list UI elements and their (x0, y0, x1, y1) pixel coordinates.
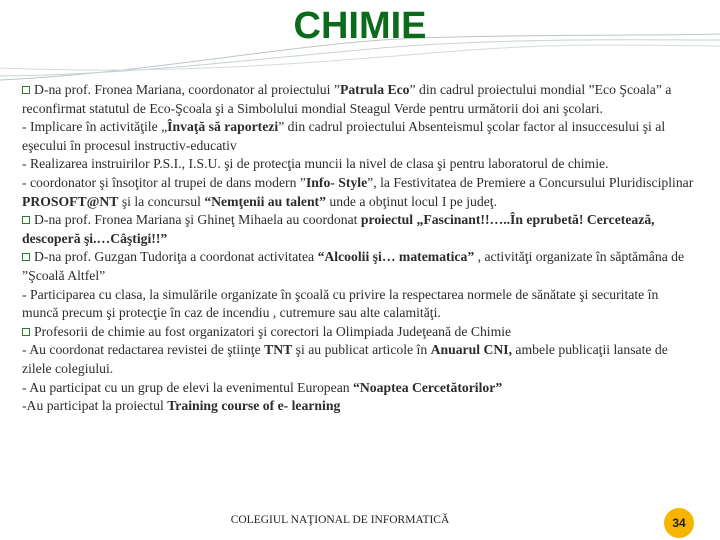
dash-paragraph (22, 286, 694, 323)
bold-text-run: PROSOFT@NT (22, 193, 119, 209)
bullet-paragraph (22, 81, 694, 118)
bullet-paragraph (22, 323, 694, 342)
text-run: unde a obţinut locul I pe judeţ. (325, 193, 498, 209)
slide-title: CHIMIE (293, 5, 427, 47)
page-number-badge: 34 (664, 508, 694, 538)
dash-paragraph (22, 397, 694, 416)
footer-institution: COLEGIUL NAŢIONAL DE INFORMATICĂ (230, 514, 450, 526)
bold-text-run: “Nemţenii au talent” (204, 193, 326, 209)
dash-paragraph (22, 155, 694, 174)
text-run: - Participarea cu clasa, la simulările organizate în şcoală cu privire la respectarea normele de sănătate şi securitate în muncă precum şi protecţie în caz de incendiu , cutremure sau alte calamităţi. (22, 286, 659, 321)
text-run: - Au coordonat redactarea revistei de ştiinţe (22, 342, 265, 358)
checkbox-bullet-icon (22, 253, 30, 261)
text-run: şi la concursul (118, 193, 205, 209)
slide-body (22, 81, 694, 416)
dash-paragraph (22, 118, 694, 155)
bullet-paragraph (22, 248, 694, 285)
bold-text-run: Învaţă să raportezi (167, 119, 279, 135)
bold-text-run: “Alcoolii şi… matematica” (317, 249, 475, 265)
text-run: , activităţi organizate în săptămâna de ”Şcoală Altfel” (22, 249, 685, 283)
bold-text-run: Patrula Eco (339, 82, 410, 97)
checkbox-bullet-icon (22, 86, 30, 94)
text-run: - Au participat cu un grup de elevi la evenimentul European (22, 379, 354, 395)
text-run: - Realizarea instruirilor P.S.I., I.S.U. şi de protecţia muncii la nivel de clasa şi pentru laboratorul de chimie. (22, 156, 609, 172)
text-run: ambele publicaţii lansate de zilele colegiului. (22, 342, 668, 376)
text-run: D-na prof. Fronea Mariana şi Ghineţ Mihaela au coordonat (34, 212, 361, 228)
text-run: - Implicare în activităţile „ (22, 119, 168, 135)
bold-text-run: Training course of e- learning (167, 398, 341, 414)
text-run: -Au participat la proiectul (22, 398, 168, 414)
bold-text-run: Info- Style (305, 174, 368, 190)
dash-paragraph (22, 379, 694, 398)
bold-text-run: TNT (264, 342, 293, 358)
bullet-paragraph (22, 211, 694, 248)
footer (0, 514, 720, 526)
text-run: - coordonator şi însoţitor al trupei de dans modern ” (22, 174, 306, 190)
bold-text-run: “Noaptea Cercetătorilor” (353, 379, 503, 395)
dash-paragraph (22, 174, 694, 211)
text-run: D-na prof. Guzgan Tudoriţa a coordonat activitatea (34, 249, 318, 265)
text-run: şi au publicat articole în (292, 342, 431, 358)
text-run: ”, la Festivitatea de Premiere a Concursului Pluridisciplinar (367, 174, 694, 190)
bold-text-run: Anuarul CNI, (430, 342, 512, 358)
text-run: Profesorii de chimie au fost organizatori şi corectori la Olimpiada Judeţeană de Chimie (34, 323, 512, 339)
text-run: D-na prof. Fronea Mariana, coordonator al proiectului ” (34, 82, 340, 97)
dash-paragraph (22, 341, 694, 378)
text-run: ” din cadrul proiectului Absenteismul şcolar factor al insuccesului şi al eşecului în procesul instructiv-educativ (22, 119, 666, 153)
checkbox-bullet-icon (22, 216, 30, 224)
bold-text-run: proiectul „Fascinant!!…..În eprubetă! Cercetează, descoperă şi.…Câştigi!!” (22, 212, 655, 246)
text-run: ” din cadrul proiectului mondial ”Eco Şcoala” a reconfirmat statutul de Eco-Şcoala şi a Simbolului mondial Steagul Verde pentru următorii doi ani şcolari. (22, 82, 672, 116)
checkbox-bullet-icon (22, 328, 30, 336)
